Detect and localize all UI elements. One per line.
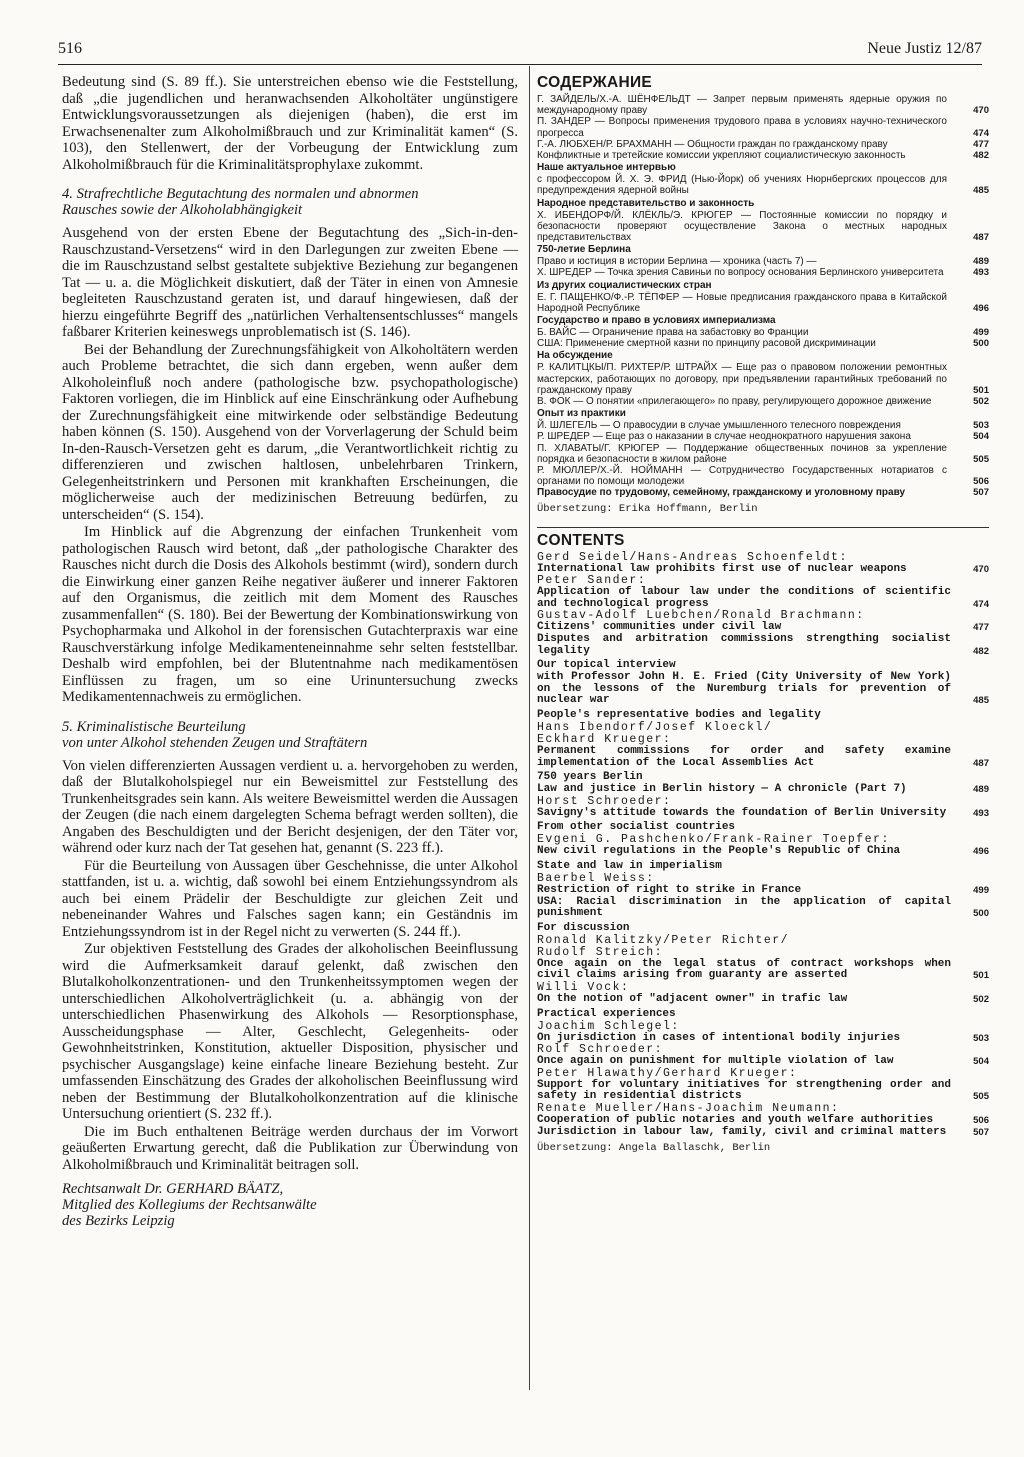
- contents-column: [537, 74, 989, 1154]
- toc-author: Gerd Seidel/Hans-Andreas Schoenfeldt:: [537, 550, 848, 564]
- paragraph: Zur objektiven Feststellung des Grades der alkoholischen Beeinflussung wird die Aufmerksamkeit darauf gelenkt, daß zwischen den Blutalkoholkonzentrationen- und den Trunkenheitssymptomen wegen der unterschiedlichen Alkoholverträglichkeit (u. a. abhängig von der unterschiedlichen Phasenwirkung des Alkohols — Resorptionsphase, Ausscheidungsphase — Alter, Geschlecht, Gelegenheits- oder Gewohnheitstrinken, Konstitution, aktueller Disposition, physischer und psychischer Ausgangslage) keine einfache lineare Beziehung besteht. Zur umfassenden Einschätzung des Grades der alkoholischen Beeinflussung wird neben der Bestimmung der Blutalkoholkonzentration auf die klinische Untersuchung orientiert (S. 232 ff.).: [62, 941, 518, 1122]
- section-heading-4: [62, 186, 518, 218]
- contents-title-ru: СОДЕРЖАНИЕ: [537, 74, 653, 91]
- russian-contents: [537, 74, 989, 515]
- block-divider: [537, 527, 989, 528]
- toc-entry: с профессором Й. Х. Э. ФРИД (Нью-Йорк) об учениях Нюрнбергских процессов для предупреждения ядерной войны 485: [537, 174, 989, 197]
- toc-entry: Support for voluntary initiatives for strengthening order and safety in residential districts 505: [537, 1078, 989, 1103]
- section-heading-5: [62, 719, 518, 751]
- heading-line: Rausches sowie der Alkoholabhängigkeit: [62, 202, 303, 218]
- signature-line: des Bezirks Leipzig: [62, 1213, 175, 1229]
- toc-entry: Citizens' communities under civil law 477: [537, 621, 989, 634]
- toc-section: Государство и право в условиях империализма: [537, 315, 776, 327]
- toc-section: 750 years Berlin: [537, 771, 643, 784]
- toc-entry: On jurisdiction in cases of intentional bodily injuries 503: [537, 1031, 989, 1044]
- toc-entry: Law and justice in Berlin history — A chronicle (Part 7) 489: [537, 783, 989, 796]
- toc-entry: Р. КАЛИТЦКЫ/П. РИХТЕР/Р. ШТРАЙХ — Еще раз о правовом положении ремонтных мастерских, работающих по договору, при предъявлении гарантийных требований по гражданскому праву 501: [537, 362, 989, 396]
- signature-line: Rechtsanwalt Dr. GERHARD BÄATZ,: [62, 1181, 284, 1197]
- toc-entry: Application of labour law under the conditions of scientific and technological progress 474: [537, 586, 989, 610]
- toc-entry: П. ЗАНДЕР — Вопросы применения трудового права в условиях научно-технического прогресса 474: [537, 116, 989, 139]
- toc-entry: On the notion of "adjacent owner" in trafic law 502: [537, 992, 989, 1005]
- toc-entry: Й. ШЛЕГЕЛЬ — О правосудии в случае умышленного телесного повреждения 503: [537, 420, 989, 432]
- heading-line: 4. Strafrechtliche Begutachtung des normalen und abnormen: [62, 186, 419, 202]
- toc-entry: Once again on the legal status of contract workshops when civil claims arising from guaranty are asserted 501: [537, 957, 989, 982]
- toc-entry: Jurisdiction in labour law, family, civil and criminal matters 507: [537, 1125, 989, 1138]
- toc-entry: Г.-А. ЛЮБХЕН/Р. БРАХМАНН — Общности граждан по гражданскому праву 477: [537, 138, 989, 150]
- toc-section: 750-летие Берлина: [537, 244, 631, 256]
- paragraph: Bedeutung sind (S. 89 ff.). Sie unterstreichen ebenso wie die Feststellung, daß „die jugendlichen und heranwachsenden Alkoholtäter ungünstigere Entwicklungsvoraussetzungen als diejenigen (haben), die erst im Erwachsenenalter zum Alkoholmißbrauch und zur Kriminalität kamen“ (S. 103), den Stellenwert, der der Vorbeugung der Entwicklung zum Alkoholmißbrauch für die Kriminalitätsprophylaxe zukommt.: [62, 74, 518, 173]
- toc-author: Hans Ibendorf/Josef Kloeckl/: [537, 721, 773, 735]
- heading-line: von unter Alkohol stehenden Zeugen und Straftätern: [62, 734, 368, 751]
- toc-author: Ronald Kalitzky/Peter Richter/: [537, 933, 790, 947]
- toc-section: Наше актуальное интервью: [537, 162, 676, 174]
- column-divider: [529, 66, 530, 1390]
- toc-author: Peter Sander:: [537, 574, 647, 588]
- toc-entry: with Professor John H. E. Fried (City University of New York) on the lessons of the Nuremburg trials for prevention of nuclear war 485: [537, 671, 989, 707]
- toc-entry: В. ФОК — О понятии «прилегающего» по праву, регулирующего дорожное движение 502: [537, 396, 989, 408]
- toc-entry: Р. ШРЕДЕР — Еще раз о наказании в случае неоднократного нарушения закона 504: [537, 431, 989, 443]
- toc-entry: Е. Г. ПАЩЕНКО/Ф.-Р. ТЁПФЕР — Новые предписания гражданского права в Китайской Народной Республике 496: [537, 291, 989, 314]
- toc-section: People's representative bodies and legality: [537, 709, 821, 722]
- toc-section: For discussion: [537, 921, 630, 934]
- toc-entry: Savigny's attitude towards the foundation of Berlin University 493: [537, 806, 989, 819]
- toc-entry: Cooperation of public notaries and youth welfare authorities 506: [537, 1113, 989, 1126]
- toc-section: Народное представительство и законность: [537, 197, 755, 209]
- toc-author: Baerbel Weiss:: [537, 872, 655, 885]
- toc-entry: New civil regulations in the People's Republic of China 496: [537, 845, 989, 858]
- toc-author: Horst Schroeder:: [537, 794, 672, 808]
- toc-section: Из других социалистических стран: [537, 279, 712, 291]
- toc-entry: Г. ЗАЙДЕЛЬ/Х.-А. ШЁНФЕЛЬДТ — Запрет первым применять ядерные оружия по международному праву 470: [537, 94, 989, 117]
- toc-entry: США: Применение смертной казни по принципу расовой дискриминации 500: [537, 338, 989, 350]
- paragraph: Im Hinblick auf die Abgrenzung der einfachen Trunkenheit vom pathologischen Rausch wird betont, daß „der pathologische Charakter des Rausches nicht durch die Dosis des Alkohols bestimmt (wird), sondern durch die Einwirkung einer ganzen Reihe negativer äußerer und innerer Faktoren auf den Organismus, die zeitlich mit dem Moment des Rausches zusammenfallen“ (S. 180). Bei der Bewertung der Kombinationswirkung von Psychopharmaka und Alkohol in der forensischen Gutachterpraxis war eine Rauschverstärkung infolge Medikamenteneinnahme sehr selten feststellbar. Deshalb wird empfohlen, bei der Blutentnahme nach medikamentösen Einflüssen zu fragen, um so eine Urinuntersuchung zwecks Medikamentennachweis zu ermöglichen.: [62, 524, 518, 705]
- toc-entry: Правосудие по трудовому, семейному, гражданскому и уголовному праву 507: [537, 487, 989, 499]
- toc-author: Peter Hlawathy/Gerhard Krueger:: [537, 1066, 798, 1080]
- toc-entry: Право и юстиция в истории Берлина — хроника (часть 7) — 489: [537, 256, 989, 268]
- page-number: 516: [58, 40, 82, 57]
- paragraph: Ausgehend von der ersten Ebene der Begutachtung des „Sich-in-den-Rauschzustand-Versetzens“ wird in den Darlegungen zur zweiten Ebene — die im Rauschzustand selbst gestaltete subjektive Beziehung zur begangenen Tat — u. a. die Möglichkeit diskutiert, daß der Täter in einen von Amnesie begleiteten Rauschzustand geraten ist, und darauf hingewiesen, daß der hierzu eingeführte Begriff des „natürlichen Verhaltensentschlusses“ mangels faßbarer Kriterien keineswegs unproblematisch ist (S. 146).: [62, 225, 518, 340]
- toc-entry: Б. ВАЙС — Ограничение права на забастовку во Франции 499: [537, 327, 989, 339]
- toc-section: From other socialist countries: [537, 821, 736, 834]
- toc-entry: Х. ИБЕНДОРФ/Й. КЛЁКЛЬ/Э. КРЮГЕР — Постоянные комиссии по порядку и безопасности проверяют осуществление Закона о местных народных представительствах 487: [537, 209, 989, 244]
- toc-section: Practical experiences: [537, 1007, 676, 1020]
- page-header: [58, 40, 982, 64]
- toc-author: Eckhard Krueger:: [537, 733, 672, 747]
- toc-author: Renate Mueller/Hans-Joachim Neumann:: [537, 1101, 840, 1115]
- toc-entry: International law prohibits first use of nuclear weapons 470: [537, 562, 989, 575]
- toc-entry: USA: Racial discrimination in the application of capital punishment 500: [537, 895, 989, 920]
- toc-entry: Х. ШРЕДЕР — Точка зрения Савиньи по вопросу основания Берлинского университета 493: [537, 267, 989, 279]
- paragraph: Von vielen differenzierten Aussagen verdient u. a. hervorgehoben zu werden, daß der Blutalkoholspiegel nur ein Beweismittel zur Feststellung des Trunkenheitsgrades sein kann. Als weitere Beweismittel werden die Aussagen der Zeugen (die nach einem dargelegten Schema befragt werden sollten), die Angaben des Beschuldigten und der Bericht desjenigen, der den Täter vor, während oder kurz nach der Tat gesehen hat, genannt (S. 223 ff.).: [62, 757, 518, 856]
- english-contents: [537, 532, 989, 1154]
- article-column: [62, 74, 518, 1229]
- paragraph: Für die Beurteilung von Aussagen über Geschehnisse, die unter Alkohol stattfanden, ist u. a. wichtig, daß sowohl bei einem Entziehungssyndrom als auch bei einem Prädelir der Beschuldigte zur gleichen Zeit und nebeneinander Wahres und Falsches sagen kann; ein Geständnis im Entziehungssyndrom ist in der Regel nicht zu verwerten (S. 244 ff.).: [62, 857, 518, 940]
- toc-author: Evgeni G. Pashchenko/Frank-Rainer Toepfer:: [537, 833, 890, 847]
- toc-author: Rudolf Streich:: [537, 945, 664, 959]
- signature-line: Mitglied des Kollegiums der Rechtsanwälte: [62, 1197, 317, 1213]
- toc-section: На обсуждение: [537, 350, 613, 362]
- toc-section: State and law in imperialism: [537, 860, 722, 872]
- toc-entry: Конфликтные и третейские комиссии укрепляют социалистическую законность 482: [537, 150, 989, 162]
- toc-entry: Disputes and arbitration commissions strengthing socialist legality 482: [537, 633, 989, 657]
- contents-title-en: CONTENTS: [537, 531, 625, 549]
- toc-author: Gustav-Adolf Luebchen/Ronald Brachmann:: [537, 609, 865, 623]
- toc-section: Опыт из практики: [537, 408, 626, 420]
- reviewer-signature: [62, 1181, 518, 1229]
- toc-entry: Permanent commissions for order and safety examine implementation of the Local Assemblies Act 487: [537, 745, 989, 769]
- paragraph: Bei der Behandlung der Zurechnungsfähigkeit von Alkoholtätern werden auch Probleme betrachtet, die sich dann ergeben, wenn außer dem Alkoholeinfluß noch andere (pathologische bzw. psychopathologische) Faktoren vorliegen, die im Hinblick auf eine Einschränkung oder Aufhebung der Zurechnungsfähigkeit eine mitwirkende oder selbständige Bedeutung haben können (S. 150). Ausgehend von der Vorverlagerung der Schuld beim In-den-Rausch-Versetzen geht es darum, „die Verantwortlichkeit richtig zu differenzieren und zwischen haltlosen, unbelehrbaren Trinkern, Gelegenheitstrinkern und Personen mit krankhaften Erscheinungen, die möglicherweise auch der medizinischen Betreuung bedürfen, zu unterscheiden“ (S. 154).: [62, 341, 518, 523]
- toc-entry: П. ХЛАВАТЫ/Г. КРЮГЕР — Поддержание общественных починов за укрепление порядка и безопасности в жилом районе 505: [537, 442, 989, 465]
- journal-issue: Neue Justiz 12/87: [867, 40, 982, 57]
- toc-section: Our topical interview: [537, 659, 676, 672]
- toc-author: Rolf Schroeder:: [537, 1043, 664, 1057]
- translator-credit-en: Übersetzung: Angela Ballaschk, Berlin: [537, 1142, 771, 1155]
- toc-entry: Restriction of right to strike in France 499: [537, 884, 989, 896]
- paragraph: Die im Buch enthaltenen Beiträge werden durchaus der im Vorwort geäußerten Erwartung gerecht, daß die Publikation zur Überwindung von Alkoholmißbrauch und Kriminalität beitragen soll.: [62, 1123, 518, 1173]
- toc-author: Willi Vock:: [537, 980, 630, 994]
- header-rule: [58, 64, 982, 65]
- translator-credit-ru: Übersetzung: Erika Hoffmann, Berlin: [537, 502, 758, 515]
- toc-entry: Р. МЮЛЛЕР/Х.-Й. НОЙМАНН — Сотрудничество Государственных нотариатов с органами по помощи молодежи 506: [537, 465, 989, 488]
- toc-entry: Once again on punishment for multiple violation of law 504: [537, 1055, 989, 1068]
- heading-line: 5. Kriminalistische Beurteilung: [62, 718, 246, 735]
- toc-author: Joachim Schlegel:: [537, 1019, 680, 1033]
